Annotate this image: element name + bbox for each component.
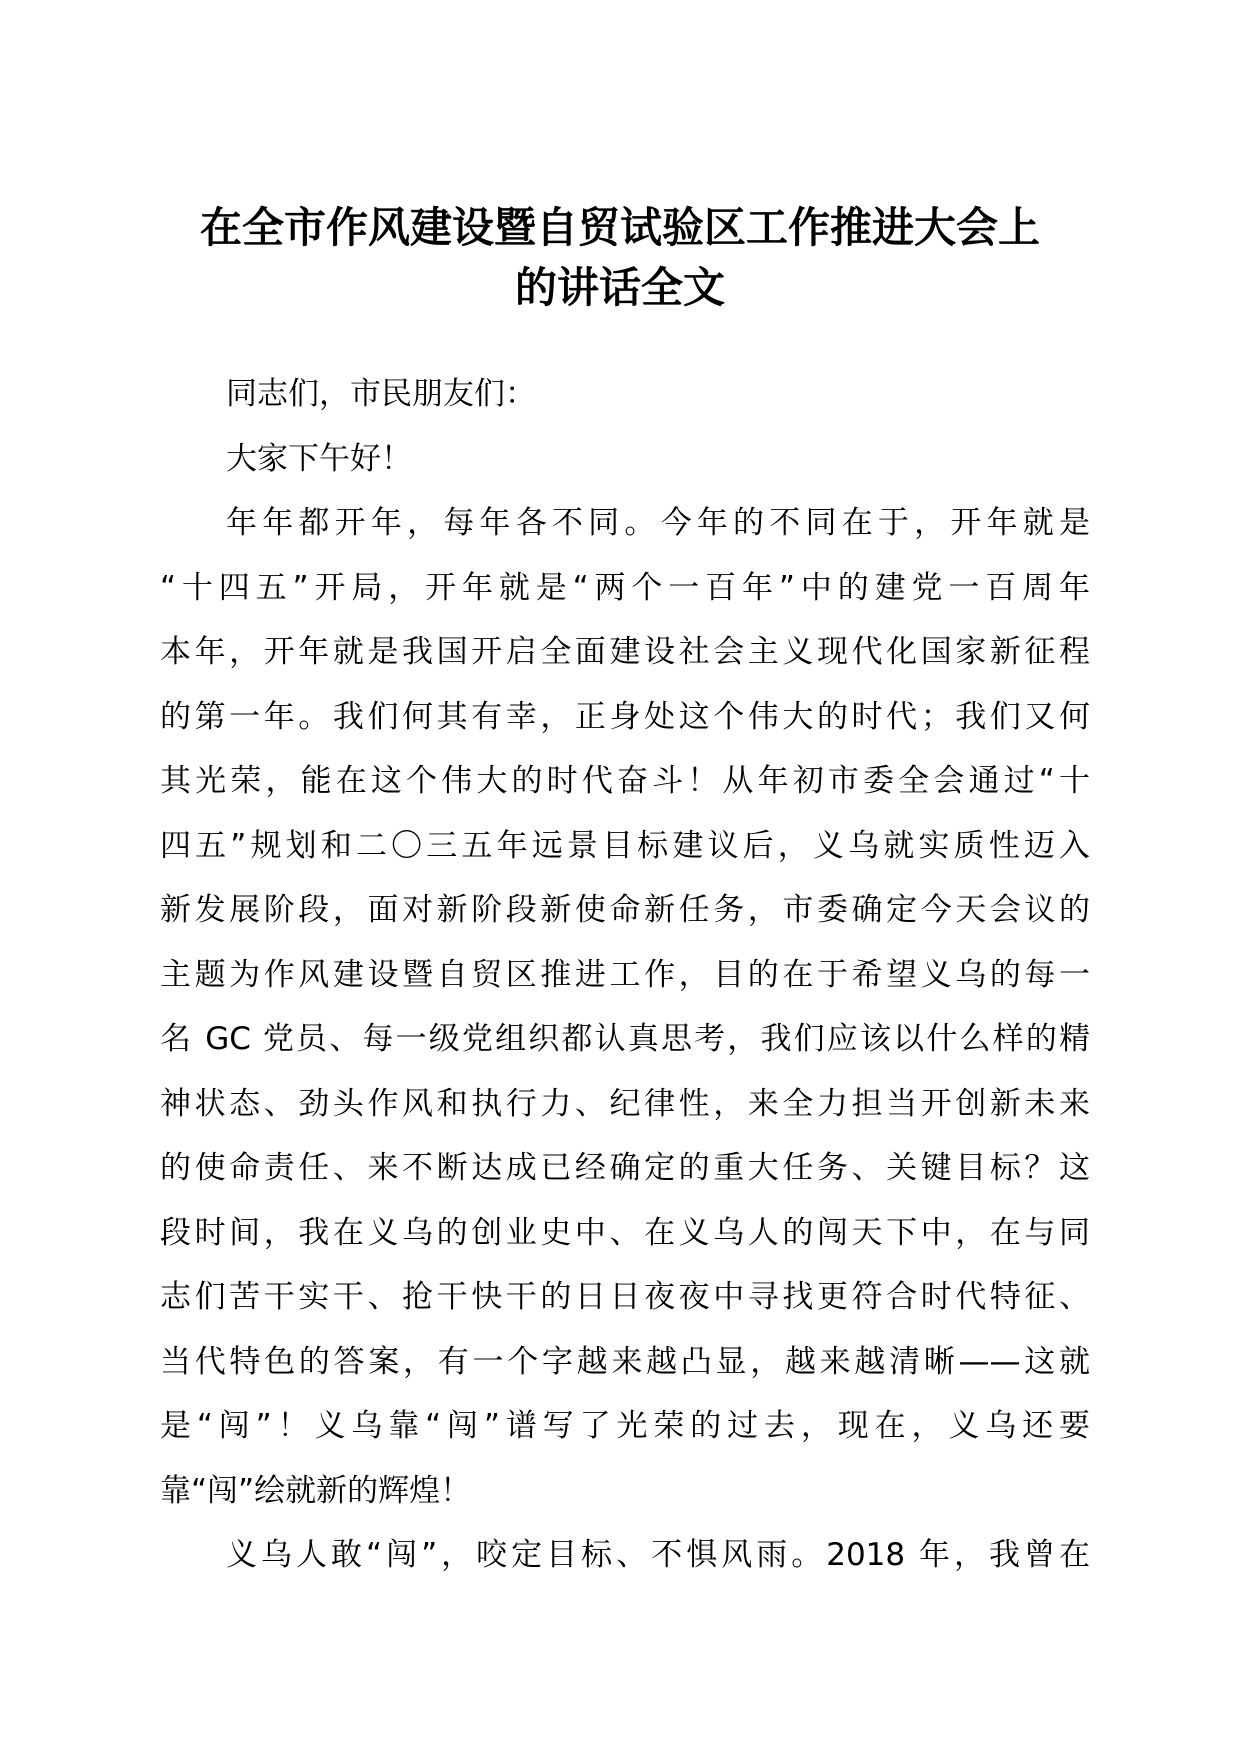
paragraph-line: 当代特色的答案，有一个字越来越凸显，越来越清晰——这就 — [160, 1343, 1090, 1380]
paragraph-line: 的第一年。我们何其有幸，正身处这个伟大的时代；我们又何 — [160, 698, 1090, 735]
paragraph-2 — [160, 1523, 1090, 1588]
paragraph-line: 神状态、劲头作风和执行力、纪律性，来全力担当开创新未来 — [160, 1085, 1090, 1122]
title-line: 的讲话全文 — [514, 263, 725, 312]
paragraph-line: 靠“闯”绘就新的辉煌！ — [160, 1472, 472, 1509]
paragraph-line: 名 GC 党员、每一级党组织都认真思考，我们应该以什么样的精 — [160, 1021, 1090, 1057]
paragraph-line: 是“闯”！义乌靠“闯”谱写了光荣的过去，现在，义乌还要 — [160, 1408, 1090, 1444]
paragraph-line: 其光荣，能在这个伟大的时代奋斗！从年初市委全会通过“十 — [160, 763, 1090, 799]
paragraph-1 — [160, 491, 1090, 1523]
paragraph-line: 主题为作风建设暨自贸区推进工作，目的在于希望义乌的每一 — [160, 956, 1090, 993]
paragraph-line: 本年，开年就是我国开启全面建设社会主义现代化国家新征程 — [160, 634, 1090, 670]
paragraph-line: 年年都开年，每年各不同。今年的不同在于，开年就是 — [226, 505, 1090, 541]
paragraph-line: 志们苦干实干、抢干快干的日日夜夜中寻找更符合时代特征、 — [160, 1279, 1090, 1315]
title-line: 在全市作风建设暨自贸试验区工作推进大会上 — [199, 203, 1040, 252]
paragraph-line: 四五”规划和二〇三五年远景目标建议后，义乌就实质性迈入 — [160, 827, 1090, 864]
salutation-paragraph — [160, 427, 1090, 492]
paragraph-line: 的使命责任、来不断达成已经确定的重大任务、关键目标？这 — [160, 1150, 1090, 1186]
greeting-paragraph — [160, 362, 1090, 427]
greeting-line: 同志们，市民朋友们： — [226, 376, 536, 412]
paragraph-line: “十四五”开局，开年就是“两个一百年”中的建党一百周年 — [160, 569, 1090, 606]
paragraph-line: 段时间，我在义乌的创业史中、在义乌人的闯天下中，在与同 — [160, 1214, 1090, 1251]
paragraph-line: 义乌人敢“闯”，咬定目标、不惧风雨。2018 年，我曾在 — [226, 1537, 1090, 1573]
salutation-line: 大家下午好！ — [226, 440, 412, 477]
paragraph-line: 新发展阶段，面对新阶段新使命新任务，市委确定今天会议的 — [160, 892, 1090, 928]
document-body — [160, 362, 1090, 1588]
document-title — [150, 198, 1090, 318]
